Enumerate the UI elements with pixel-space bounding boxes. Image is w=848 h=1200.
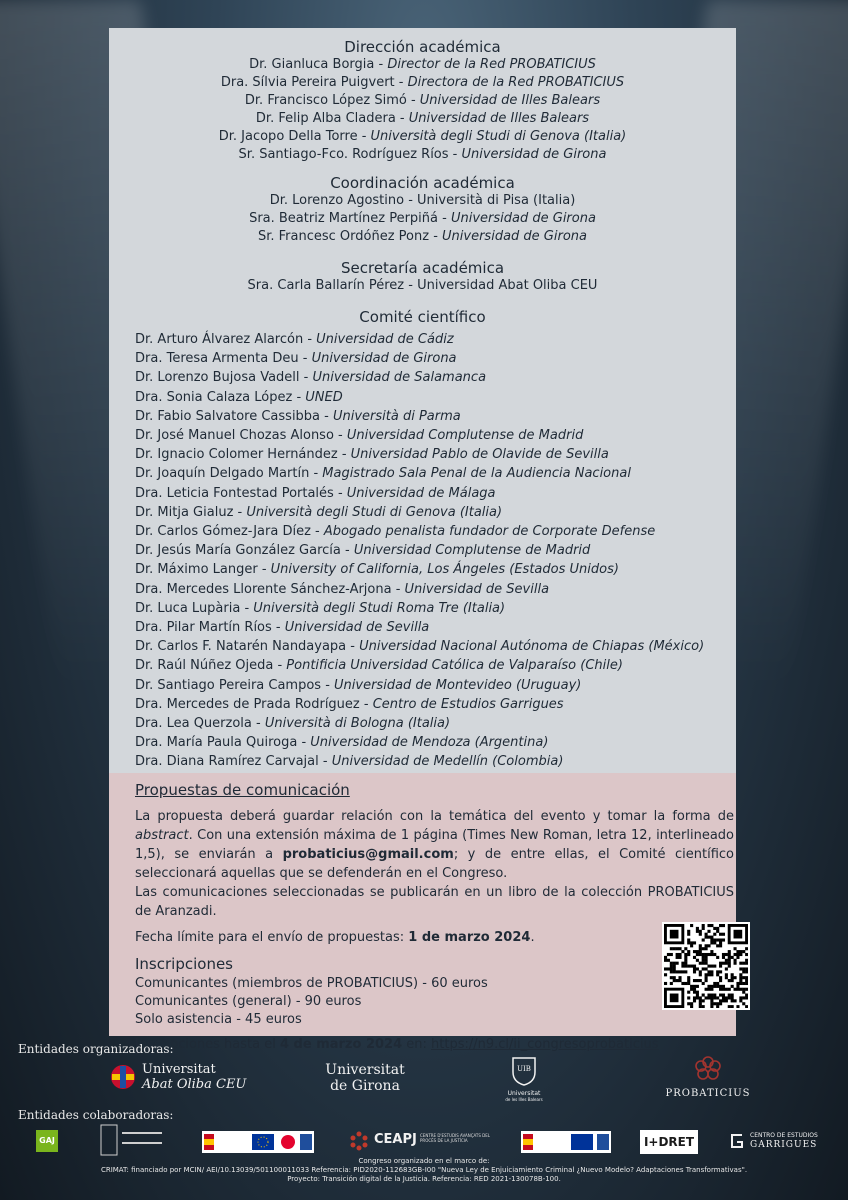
- footer-line-2: CRIMAT: financiado por MCIN/ AEI/10.13039/501100011033 Referencia: PID2020-112683GB-I00 "Nueva Ley de Enjuiciamiento Criminal ¿Nuevo Modelo? Adaptaciones Transformativas".: [100, 1166, 748, 1174]
- comite-member-affiliation: Universidad Complutense de Madrid: [346, 428, 584, 444]
- coordinacion-list: [109, 192, 736, 246]
- member-row: [109, 56, 736, 74]
- deadline-line: [135, 929, 734, 947]
- comite-member-row: [135, 752, 725, 771]
- uib-abbrev: UIB: [517, 1065, 531, 1073]
- propuestas-title: Propuestas de comunicación: [135, 781, 350, 799]
- comite-member-row: [135, 503, 725, 522]
- member-name: Dra. Sílvia Pereira Puigvert -: [220, 75, 408, 90]
- comite-member-name: Dr. Carlos F. Natarén Nandayapa -: [135, 639, 360, 655]
- secretaria-member-text: Sra. Carla Ballarín Pérez - Universidad Abat Oliba CEU: [247, 278, 598, 293]
- comite-member-affiliation: Universidad de Montevideo (Uruguay): [334, 677, 582, 693]
- member-affiliation: Universidad de Illes Balears: [408, 111, 590, 126]
- propuestas-panel: [109, 773, 736, 1052]
- comite-member-row: [135, 637, 725, 656]
- uao-emblem-icon: [110, 1064, 136, 1090]
- coordinacion-title: Coordinación académica: [330, 174, 515, 192]
- p1-text-a: La propuesta deberá guardar relación con la temática del evento y tomar la forma de: [135, 809, 734, 824]
- comite-member-affiliation: Pontificia Universidad Católica de Valparaíso (Chile): [286, 658, 623, 674]
- ceapj-subtitle: CENTRE D'ESTUDIS AVANÇATS DEL PROCÉS DE LA JUSTÍCIA: [420, 1133, 491, 1143]
- comite-member-name: Dr. Santiago Pereira Campos -: [135, 677, 335, 693]
- comite-member-row: [135, 464, 725, 483]
- garrigues-line1: CENTRO DE ESTUDIOS: [750, 1132, 818, 1139]
- comite-member-affiliation: UNED: [305, 389, 343, 405]
- comite-member-name: Dr. Jesús María González García -: [135, 543, 354, 559]
- ministry-eu-logos-1: [202, 1131, 314, 1153]
- comite-title-wrap: [109, 308, 736, 326]
- comite-member-affiliation: Universidad de Málaga: [346, 485, 496, 501]
- deadline-suffix: .: [530, 930, 535, 945]
- comite-member-affiliation: Università di Bologna (Italia): [264, 716, 451, 732]
- probaticius-flower-icon: [693, 1054, 723, 1084]
- probaticius-name: PROBATICIUS: [665, 1088, 751, 1099]
- comite-member-affiliation: Universidad de Mendoza (Argentina): [310, 735, 549, 751]
- gaj-logo: GAJ: [36, 1130, 58, 1152]
- direccion-section: [109, 38, 736, 164]
- member-name: Dr. Felip Alba Cladera -: [255, 111, 409, 126]
- comite-member-row: [135, 676, 725, 695]
- probaticius-logo: [660, 1054, 756, 1099]
- comite-member-row: [135, 426, 725, 445]
- member-name: Dr. Gianluca Borgia -: [249, 57, 388, 72]
- direccion-list: [109, 56, 736, 164]
- comite-member-name: Dr. Raúl Núñez Ojeda -: [135, 658, 287, 674]
- comite-member-affiliation: University of California, Los Ángeles (Estados Unidos): [270, 562, 619, 578]
- comite-member-row: [135, 349, 725, 368]
- comite-member-name: Dra. Diana Ramírez Carvajal -: [135, 754, 332, 770]
- comite-member-name: Dra. Sonia Calaza López -: [135, 389, 306, 405]
- footer-line-3: Proyecto: Transición digital de la Justicia. Referencia: RED 2021-130078B-100.: [287, 1175, 561, 1183]
- member-row: [109, 192, 736, 210]
- comite-member-row: [135, 541, 725, 560]
- member-affiliation: Universidad de Girona: [461, 147, 607, 162]
- comite-member-name: Dr. Luca Lupària -: [135, 600, 254, 616]
- comite-member-affiliation: Universidad de Salamanca: [312, 370, 487, 386]
- comite-member-row: [135, 330, 725, 349]
- udg-logo: [320, 1062, 410, 1094]
- comite-member-name: Dra. Mercedes de Prada Rodríguez -: [135, 696, 373, 712]
- comite-member-affiliation: Universidad de Sevilla: [404, 581, 550, 597]
- comite-list: [135, 330, 725, 772]
- ceapj-logo: [348, 1128, 498, 1156]
- comite-member-affiliation: Universidad de Cádiz: [316, 332, 454, 347]
- comite-member-row: [135, 618, 725, 637]
- ceapj-name: CEAPJ: [374, 1132, 417, 1147]
- comite-member-row: [135, 580, 725, 599]
- idret-logo: I+DRET: [640, 1130, 698, 1154]
- comite-member-affiliation: Magistrado Sala Penal de la Audiencia Nacional: [322, 466, 631, 482]
- uao-name-line2: Abat Oliba CEU: [142, 1077, 247, 1092]
- comite-member-name: Dr. Lorenzo Bujosa Vadell -: [135, 370, 313, 386]
- comite-member-affiliation: Università degli Studi Roma Tre (Italia): [253, 600, 506, 616]
- member-row: [109, 210, 736, 228]
- deadline-prefix: Fecha límite para el envío de propuestas:: [135, 930, 409, 945]
- comite-member-name: Dr. Ignacio Colomer Hernández -: [135, 447, 351, 463]
- university-emblem-icon: [100, 1124, 166, 1156]
- propuestas-paragraph-1: [135, 807, 734, 883]
- member-row: [109, 92, 736, 110]
- comite-member-name: Dra. Lea Querzola -: [135, 716, 265, 732]
- member-row: [109, 110, 736, 128]
- committees-panel: [109, 28, 736, 773]
- inscripcion-item: Solo asistencia - 45 euros: [135, 1012, 302, 1027]
- member-name: Dr. Lorenzo Agostino - Università di Pisa (Italia): [269, 193, 576, 208]
- comite-member-name: Dra. María Paula Quiroga -: [135, 735, 311, 751]
- comite-member-row: [135, 445, 725, 464]
- member-name: Sr. Santiago-Fco. Rodríguez Ríos -: [238, 147, 462, 162]
- comite-member-name: Dr. Fabio Salvatore Cassibba -: [135, 408, 333, 424]
- ministry-eu-logos-2: [521, 1131, 611, 1153]
- secretaria-title: Secretaría académica: [340, 259, 505, 277]
- ministry-eu-flags-icon: [202, 1131, 314, 1153]
- comite-member-affiliation: Abogado penalista fundador de Corporate Defense: [323, 524, 656, 540]
- comite-title: Comité científico: [359, 308, 486, 326]
- deadline-date: 1 de marzo 2024: [408, 930, 531, 945]
- member-affiliation: Directora de la Red PROBATICIUS: [407, 75, 625, 90]
- member-affiliation: Universidad de Girona: [442, 229, 587, 244]
- p1-text-b: . Con una extensión máxima de 1 página (Times New Roman, letra 12, interlineado 1,5), se enviarán a: [135, 828, 734, 862]
- comite-member-name: Dr. Carlos Gómez-Jara Díez -: [135, 524, 324, 540]
- comite-member-row: [135, 656, 725, 675]
- comite-member-name: Dra. Pilar Martín Ríos -: [135, 620, 285, 636]
- contact-email[interactable]: probaticius@gmail.com: [282, 847, 454, 862]
- comite-member-affiliation: Universidad Complutense de Madrid: [353, 543, 591, 559]
- member-row: [109, 74, 736, 92]
- comite-member-row: [135, 733, 725, 752]
- uib-name-line1: Universitat: [507, 1090, 541, 1097]
- comite-member-row: [135, 407, 725, 426]
- udg-name-line1: Universitat: [325, 1062, 405, 1078]
- comite-member-row: [135, 388, 725, 407]
- secretaria-member: [109, 277, 736, 295]
- comite-member-name: Dra. Mercedes Llorente Sánchez-Arjona -: [135, 581, 405, 597]
- direccion-title: Dirección académica: [344, 38, 501, 56]
- colaboradoras-label: Entidades colaboradoras:: [18, 1108, 174, 1122]
- comite-member-name: Dr. Máximo Langer -: [135, 562, 271, 578]
- comite-member-affiliation: Universidad de Medellín (Colombia): [331, 754, 564, 770]
- comite-member-affiliation: Universidad de Sevilla: [284, 620, 430, 636]
- member-affiliation: Università degli Studi di Genova (Italia): [370, 129, 627, 144]
- uao-logo: [110, 1060, 250, 1102]
- member-name: Dr. Francisco López Simó -: [244, 93, 420, 108]
- comite-member-affiliation: Universidad Pablo de Olavide de Sevilla: [350, 447, 609, 463]
- p1-text-c: ; y de entre ellas, el Comité científico seleccionará aquellas que se defenderán en el Congreso.: [135, 847, 734, 881]
- comite-member-affiliation: Universidad de Girona: [311, 351, 457, 367]
- until-mid: en:: [402, 1037, 432, 1052]
- member-row: [109, 146, 736, 164]
- comite-member-row: [135, 522, 725, 541]
- member-affiliation: Universidad de Illes Balears: [419, 93, 601, 108]
- comite-member-name: Dr. Arturo Álvarez Alarcón -: [135, 332, 317, 347]
- organizadoras-label: Entidades organizadoras:: [18, 1042, 174, 1056]
- until-prefix: Inscripciones hasta el: [135, 1037, 280, 1052]
- uib-name-line2: de les Illes Balears: [505, 1097, 543, 1102]
- inscripcion-item: Comunicantes (general) - 90 euros: [135, 994, 362, 1009]
- garrigues-line2: GARRIGUES: [750, 1140, 818, 1150]
- qr-code-icon[interactable]: [662, 922, 750, 1010]
- inscripciones-until: [135, 1036, 734, 1054]
- member-affiliation: Director de la Red PROBATICIUS: [387, 57, 596, 72]
- propuestas-paragraph-2: Las comunicaciones seleccionadas se publicarán en un libro de la colección PROBATICIUS de Aranzadi.: [135, 885, 734, 919]
- uao-name-line1: Universitat: [142, 1062, 216, 1077]
- p1-abstract: abstract: [135, 828, 189, 843]
- garrigues-mark-icon: [728, 1132, 746, 1150]
- propuestas-content: [135, 781, 734, 1054]
- garrigues-logo: [728, 1132, 840, 1160]
- ceapj-dots-icon: [348, 1130, 370, 1152]
- uao-name: [142, 1062, 246, 1092]
- comite-member-name: Dr. Mitja Gialuz -: [135, 504, 247, 520]
- member-row: [109, 228, 736, 246]
- comite-member-affiliation: Università degli Studi di Genova (Italia): [246, 504, 503, 520]
- comite-member-name: Dra. Leticia Fontestad Portalés -: [135, 485, 347, 501]
- until-date: 4 de marzo 2024: [279, 1037, 403, 1052]
- comite-member-name: Dra. Teresa Armenta Deu -: [135, 351, 312, 367]
- ministry-eu-flags-icon-2: [521, 1131, 611, 1153]
- comite-member-affiliation: Università di Parma: [332, 408, 461, 424]
- member-name: Sr. Francesc Ordóñez Ponz -: [257, 229, 443, 244]
- member-name: Sra. Beatriz Martínez Perpiñá -: [249, 211, 451, 226]
- registration-link[interactable]: https://n9.cl/ii_congresoprobaticius: [431, 1037, 659, 1052]
- inscripcion-item: Comunicantes (miembros de PROBATICIUS) - 60 euros: [135, 976, 488, 991]
- member-name: Dr. Jacopo Della Torre -: [218, 129, 371, 144]
- comite-member-name: Dr. Joaquín Delgado Martín -: [135, 466, 323, 482]
- comite-member-affiliation: Centro de Estudios Garrigues: [372, 696, 564, 712]
- member-affiliation: Universidad de Girona: [450, 211, 596, 226]
- comite-member-row: [135, 695, 725, 714]
- comite-member-affiliation: Universidad Nacional Autónoma de Chiapas (México): [359, 639, 705, 655]
- inscripciones-title: Inscripciones: [135, 955, 233, 973]
- comite-member-row: [135, 484, 725, 503]
- comite-member-name: Dr. José Manuel Chozas Alonso -: [135, 428, 347, 444]
- udg-name-line2: de Girona: [330, 1078, 400, 1094]
- comite-member-row: [135, 599, 725, 618]
- uib-logo: [496, 1056, 552, 1102]
- secretaria-section: [109, 259, 736, 295]
- member-row: [109, 128, 736, 146]
- comite-member-row: [135, 368, 725, 387]
- pisa-department-logo: [100, 1124, 166, 1156]
- coordinacion-section: [109, 174, 736, 246]
- comite-member-row: [135, 714, 725, 733]
- footer-line-1: Congreso organizado en el marco de:: [358, 1157, 490, 1165]
- comite-member-row: [135, 560, 725, 579]
